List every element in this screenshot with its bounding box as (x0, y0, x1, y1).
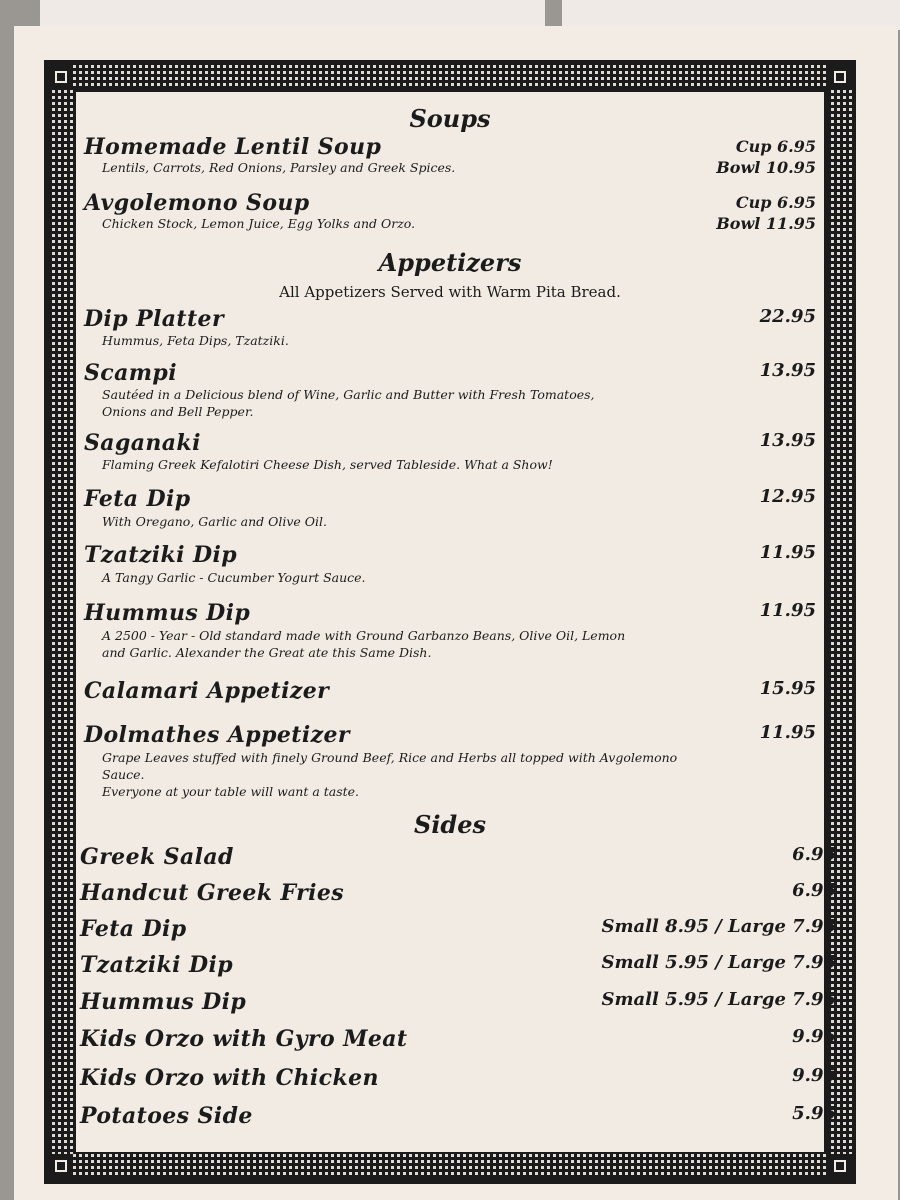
item-description: Hummus, Feta Dips, Tzatziki. (102, 333, 289, 348)
item-name: Hummus Dip (80, 989, 247, 1015)
item-description: A 2500 - Year - Old standard made with Ground Garbanzo Beans, Olive Oil, Lemon and Garlic. Alexander the Great ate this Same Dish. (102, 628, 626, 660)
corner-square-icon (828, 65, 852, 89)
item-description: A Tangy Garlic - Cucumber Yogurt Sauce. (102, 570, 366, 585)
item-price: 22.95 (759, 306, 816, 327)
item-price: 11.95 (759, 600, 816, 621)
item-description: Chicken Stock, Lemon Juice, Egg Yolks and Orzo. (102, 216, 416, 231)
greek-key-border-bottom (52, 1154, 848, 1178)
item-price: 15.95 (759, 678, 816, 699)
item-name: Handcut Greek Fries (80, 880, 345, 906)
item-name: Hummus Dip (84, 600, 251, 626)
item-name: Homemade Lentil Soup (84, 134, 382, 160)
item-name: Calamari Appetizer (84, 678, 330, 704)
section-heading-soups: Soups (409, 104, 491, 133)
item-name: Scampi (84, 360, 177, 386)
section-heading-appetizers: Appetizers (378, 248, 522, 277)
corner-square-icon (49, 1154, 73, 1178)
item-name: Potatoes Side (80, 1103, 253, 1129)
corner-square-icon (49, 65, 73, 89)
item-name: Feta Dip (80, 916, 187, 942)
item-name: Kids Orzo with Gyro Meat (80, 1026, 408, 1052)
item-price: 9.95 (792, 1065, 836, 1086)
item-name: Avgolemono Soup (84, 190, 310, 216)
item-price: Small 8.95 / Large 7.95 (601, 916, 836, 937)
item-description: Sautéed in a Delicious blend of Wine, Garlic and Butter with Fresh Tomatoes, Onions and Bell Pepper. (102, 387, 595, 419)
item-name: Tzatziki Dip (84, 542, 238, 568)
greek-key-border-top (52, 65, 848, 89)
item-price: 13.95 (759, 360, 816, 381)
item-price-cup: Cup 6.95 (735, 193, 816, 212)
item-price: 9.95 (792, 1026, 836, 1047)
item-name: Feta Dip (84, 486, 191, 512)
item-description: With Oregano, Garlic and Olive Oil. (102, 514, 328, 529)
section-heading-sides: Sides (413, 810, 486, 839)
item-description: Lentils, Carrots, Red Onions, Parsley and Greek Spices. (102, 160, 456, 175)
item-name: Saganaki (84, 430, 201, 456)
item-name: Tzatziki Dip (80, 952, 234, 978)
item-price: 5.95 (792, 1103, 836, 1124)
item-name: Greek Salad (80, 844, 234, 870)
greek-key-border-left (49, 68, 73, 1176)
item-price: 11.95 (759, 722, 816, 743)
item-price: 12.95 (759, 486, 816, 507)
item-price: 13.95 (759, 430, 816, 451)
item-description: Grape Leaves stuffed with finely Ground Beef, Rice and Herbs all topped with Avgolemono Sauce. Everyone at your table will want a taste. (102, 750, 678, 799)
item-name: Dolmathes Appetizer (84, 722, 350, 748)
item-price-bowl: Bowl 11.95 (716, 214, 816, 233)
item-price-cup: Cup 6.95 (735, 137, 816, 156)
item-price: Small 5.95 / Large 7.95 (601, 952, 836, 973)
item-description: Flaming Greek Kefalotiri Cheese Dish, served Tableside. What a Show! (102, 457, 553, 472)
item-price: 6.95 (792, 880, 836, 901)
item-name: Dip Platter (84, 306, 224, 332)
corner-square-icon (828, 1154, 852, 1178)
appetizers-note: All Appetizers Served with Warm Pita Bread. (279, 283, 621, 301)
item-price: 11.95 (759, 542, 816, 563)
item-price-bowl: Bowl 10.95 (716, 158, 816, 177)
item-price: Small 5.95 / Large 7.95 (601, 989, 836, 1010)
item-name: Kids Orzo with Chicken (80, 1065, 379, 1091)
menu (76, 92, 836, 1152)
item-price: 6.95 (792, 844, 836, 865)
